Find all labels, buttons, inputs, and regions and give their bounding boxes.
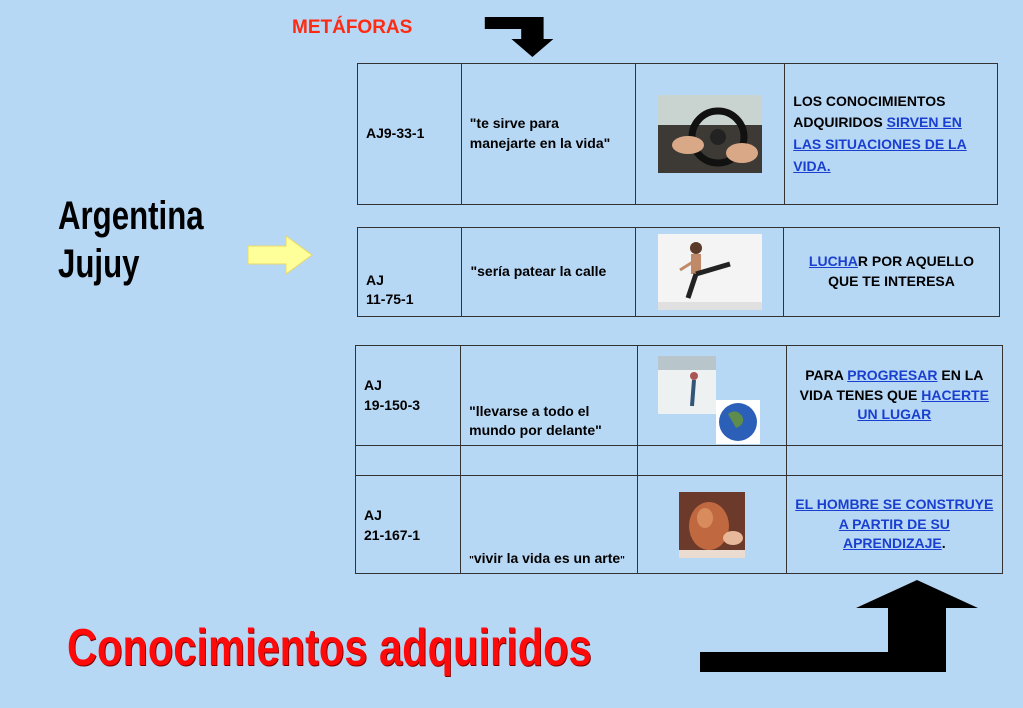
code-number: 11-75-1: [366, 291, 414, 308]
knowledge-text: LOS CONOCIMIENTOS ADQUIRIDOS: [793, 92, 946, 131]
bent-arrow-up-icon: [698, 578, 980, 674]
phrase-cell: [461, 476, 638, 574]
empty-row: [356, 446, 1003, 476]
phrase-cell: "te sirve para manejarte en la vida": [461, 64, 636, 205]
knowledge-text: PARA: [805, 367, 848, 384]
bent-arrow-down-icon: [482, 15, 554, 61]
province-label: Jujuy: [58, 242, 140, 286]
knowledge-text: EN LA VIDA TENES QUE: [799, 367, 984, 403]
kicking-man-photo-icon: [658, 234, 762, 310]
code-cell: [356, 346, 461, 446]
metaphor-table-3: [355, 345, 1003, 574]
quote-open: ": [469, 555, 474, 567]
empty-cell: [461, 446, 638, 476]
knowledge-link[interactable]: LUCHA: [808, 253, 858, 270]
table-row: [356, 476, 1003, 574]
footer-title: Conocimientos adquiridos: [67, 619, 592, 677]
table-row: [356, 346, 1003, 446]
code-cell: [358, 228, 462, 317]
location-label: [58, 192, 204, 288]
metaphor-table-1: [357, 63, 998, 205]
code-prefix: AJ: [366, 271, 384, 288]
code-prefix: AJ: [364, 507, 382, 523]
metaphor-table-2: [357, 227, 1000, 317]
knowledge-link[interactable]: HACERTE UN LUGAR: [857, 386, 989, 423]
empty-cell: [786, 446, 1002, 476]
metaforas-title: METÁFORAS: [292, 17, 413, 38]
empty-cell: [356, 446, 461, 476]
knowledge-text: R POR AQUELLO QUE TE INTERESA: [828, 253, 975, 289]
knowledge-cell: [783, 228, 999, 317]
knowledge-cell: [785, 64, 998, 205]
walking-globe-photo-icon: [646, 348, 776, 444]
sculpting-photo-icon: [679, 492, 745, 558]
phrase-cell: "sería patear la calle: [462, 228, 636, 317]
code-cell: AJ9-33-1: [358, 64, 462, 205]
knowledge-link[interactable]: PROGRESAR: [847, 367, 938, 384]
table-row: [358, 64, 998, 205]
country-label: Argentina: [58, 194, 204, 238]
phrase-text: vivir la vida es un arte: [473, 550, 621, 567]
image-cell: [636, 64, 785, 205]
driving-photo-icon: [658, 95, 762, 173]
phrase-cell: "llevarse a todo el mundo por delante": [461, 346, 638, 446]
empty-cell: [638, 446, 787, 476]
knowledge-cell: [786, 346, 1002, 446]
knowledge-text: .: [941, 535, 946, 552]
yellow-arrow-right-icon: [246, 234, 314, 276]
image-cell: [638, 346, 787, 446]
table-row: [358, 228, 1000, 317]
quote-close: ": [620, 555, 625, 567]
image-cell: [638, 476, 787, 574]
code-prefix: AJ: [364, 377, 382, 393]
code-number: 21-167-1: [364, 526, 421, 543]
knowledge-link[interactable]: SIRVEN EN LAS SITUACIONES DE LA VIDA.: [793, 114, 967, 174]
knowledge-link[interactable]: EL HOMBRE SE CONSTRUYE A PARTIR DE SU APRENDIZAJE: [795, 496, 994, 552]
image-cell: [636, 228, 784, 317]
code-number: 19-150-3: [364, 396, 421, 413]
knowledge-cell: [786, 476, 1002, 574]
code-cell: [356, 476, 461, 574]
